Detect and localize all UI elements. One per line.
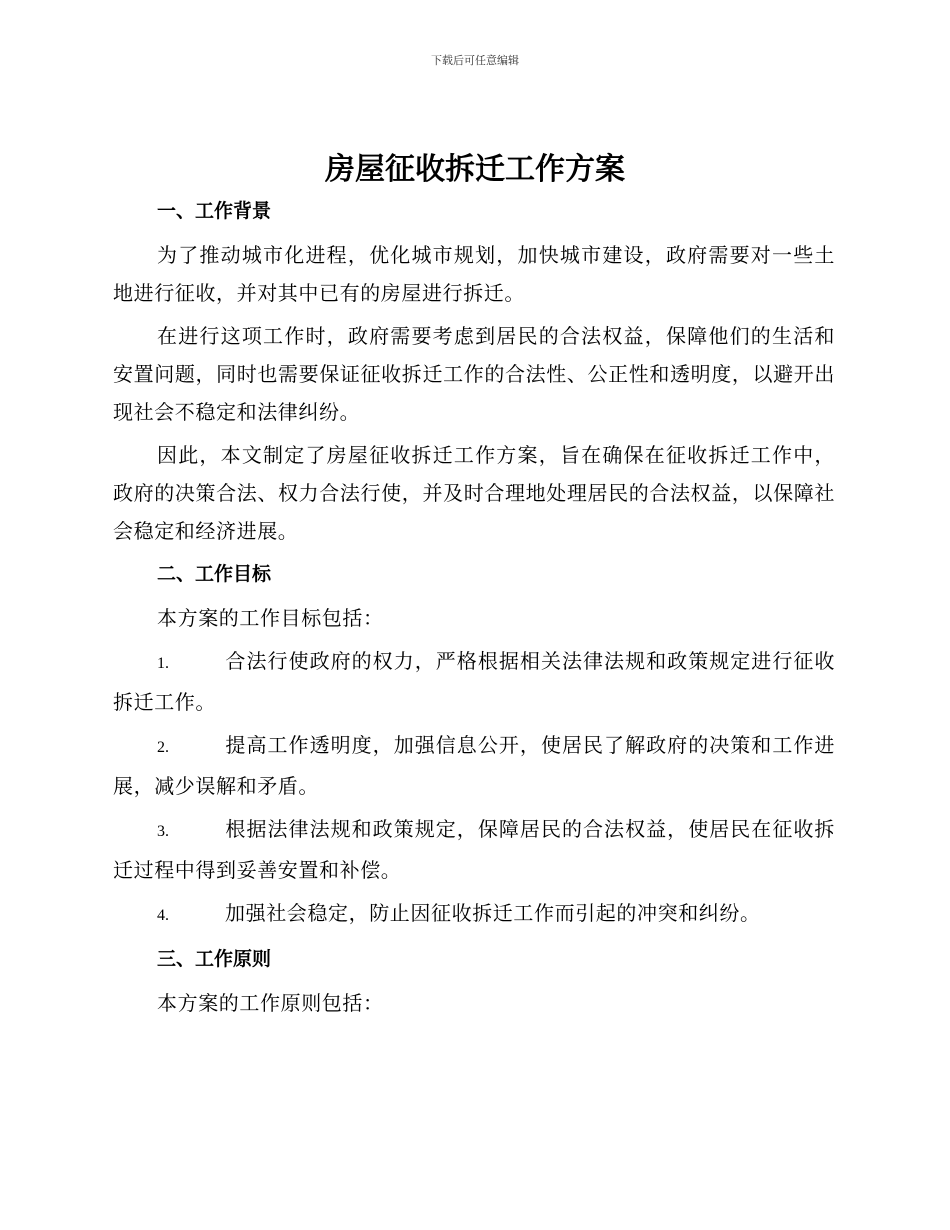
list-item <box>113 810 835 889</box>
list-item <box>113 726 835 805</box>
section-intro: 本方案的工作原则包括： <box>157 991 384 1015</box>
paragraph: 因此，本文制定了房屋征收拆迁工作方案，旨在确保在征收拆迁工作中，政府的决策合法、权力合法行使，并及时合理地处理居民的合法权益，以保障社会稳定和经济进展。 <box>113 443 835 543</box>
paragraph: 在进行这项工作时，政府需要考虑到居民的合法权益，保障他们的生活和安置问题，同时也需要保证征收拆迁工作的合法性、公正性和透明度，以避开出现社会不稳定和法律纠纷。 <box>113 324 835 424</box>
list-number: 3. <box>157 823 169 840</box>
list-item-text: 根据法律法规和政策规定，保障居民的合法权益，使居民在征收拆迁过程中得到妥善安置和补偿。 <box>113 817 835 882</box>
list-number: 1. <box>157 655 169 672</box>
list-item-text: 提高工作透明度，加强信息公开，使居民了解政府的决策和工作进展，减少误解和矛盾。 <box>113 733 835 798</box>
section-intro: 本方案的工作目标包括： <box>157 606 384 630</box>
document-body <box>113 192 835 1027</box>
list-item-text: 合法行使政府的权力，严格根据相关法律法规和政策规定进行征收拆迁工作。 <box>113 649 835 714</box>
list-number: 4. <box>157 907 169 924</box>
list-item <box>113 894 835 935</box>
section-heading-background: 一、工作背景 <box>157 200 272 222</box>
document-title: 房屋征收拆迁工作方案 <box>325 152 625 187</box>
list-item <box>113 642 835 721</box>
section-heading-goals: 二、工作目标 <box>157 563 272 585</box>
paragraph: 为了推动城市化进程，优化城市规划，加快城市建设，政府需要对一些土地进行征收，并对其中已有的房屋进行拆迁。 <box>113 243 835 305</box>
section-heading-principles: 三、工作原则 <box>157 948 272 970</box>
list-item-text: 加强社会稳定，防止因征收拆迁工作而引起的冲突和纠纷。 <box>225 901 761 925</box>
list-number: 2. <box>157 739 169 756</box>
page-header-note: 下载后可任意编辑 <box>431 54 519 67</box>
